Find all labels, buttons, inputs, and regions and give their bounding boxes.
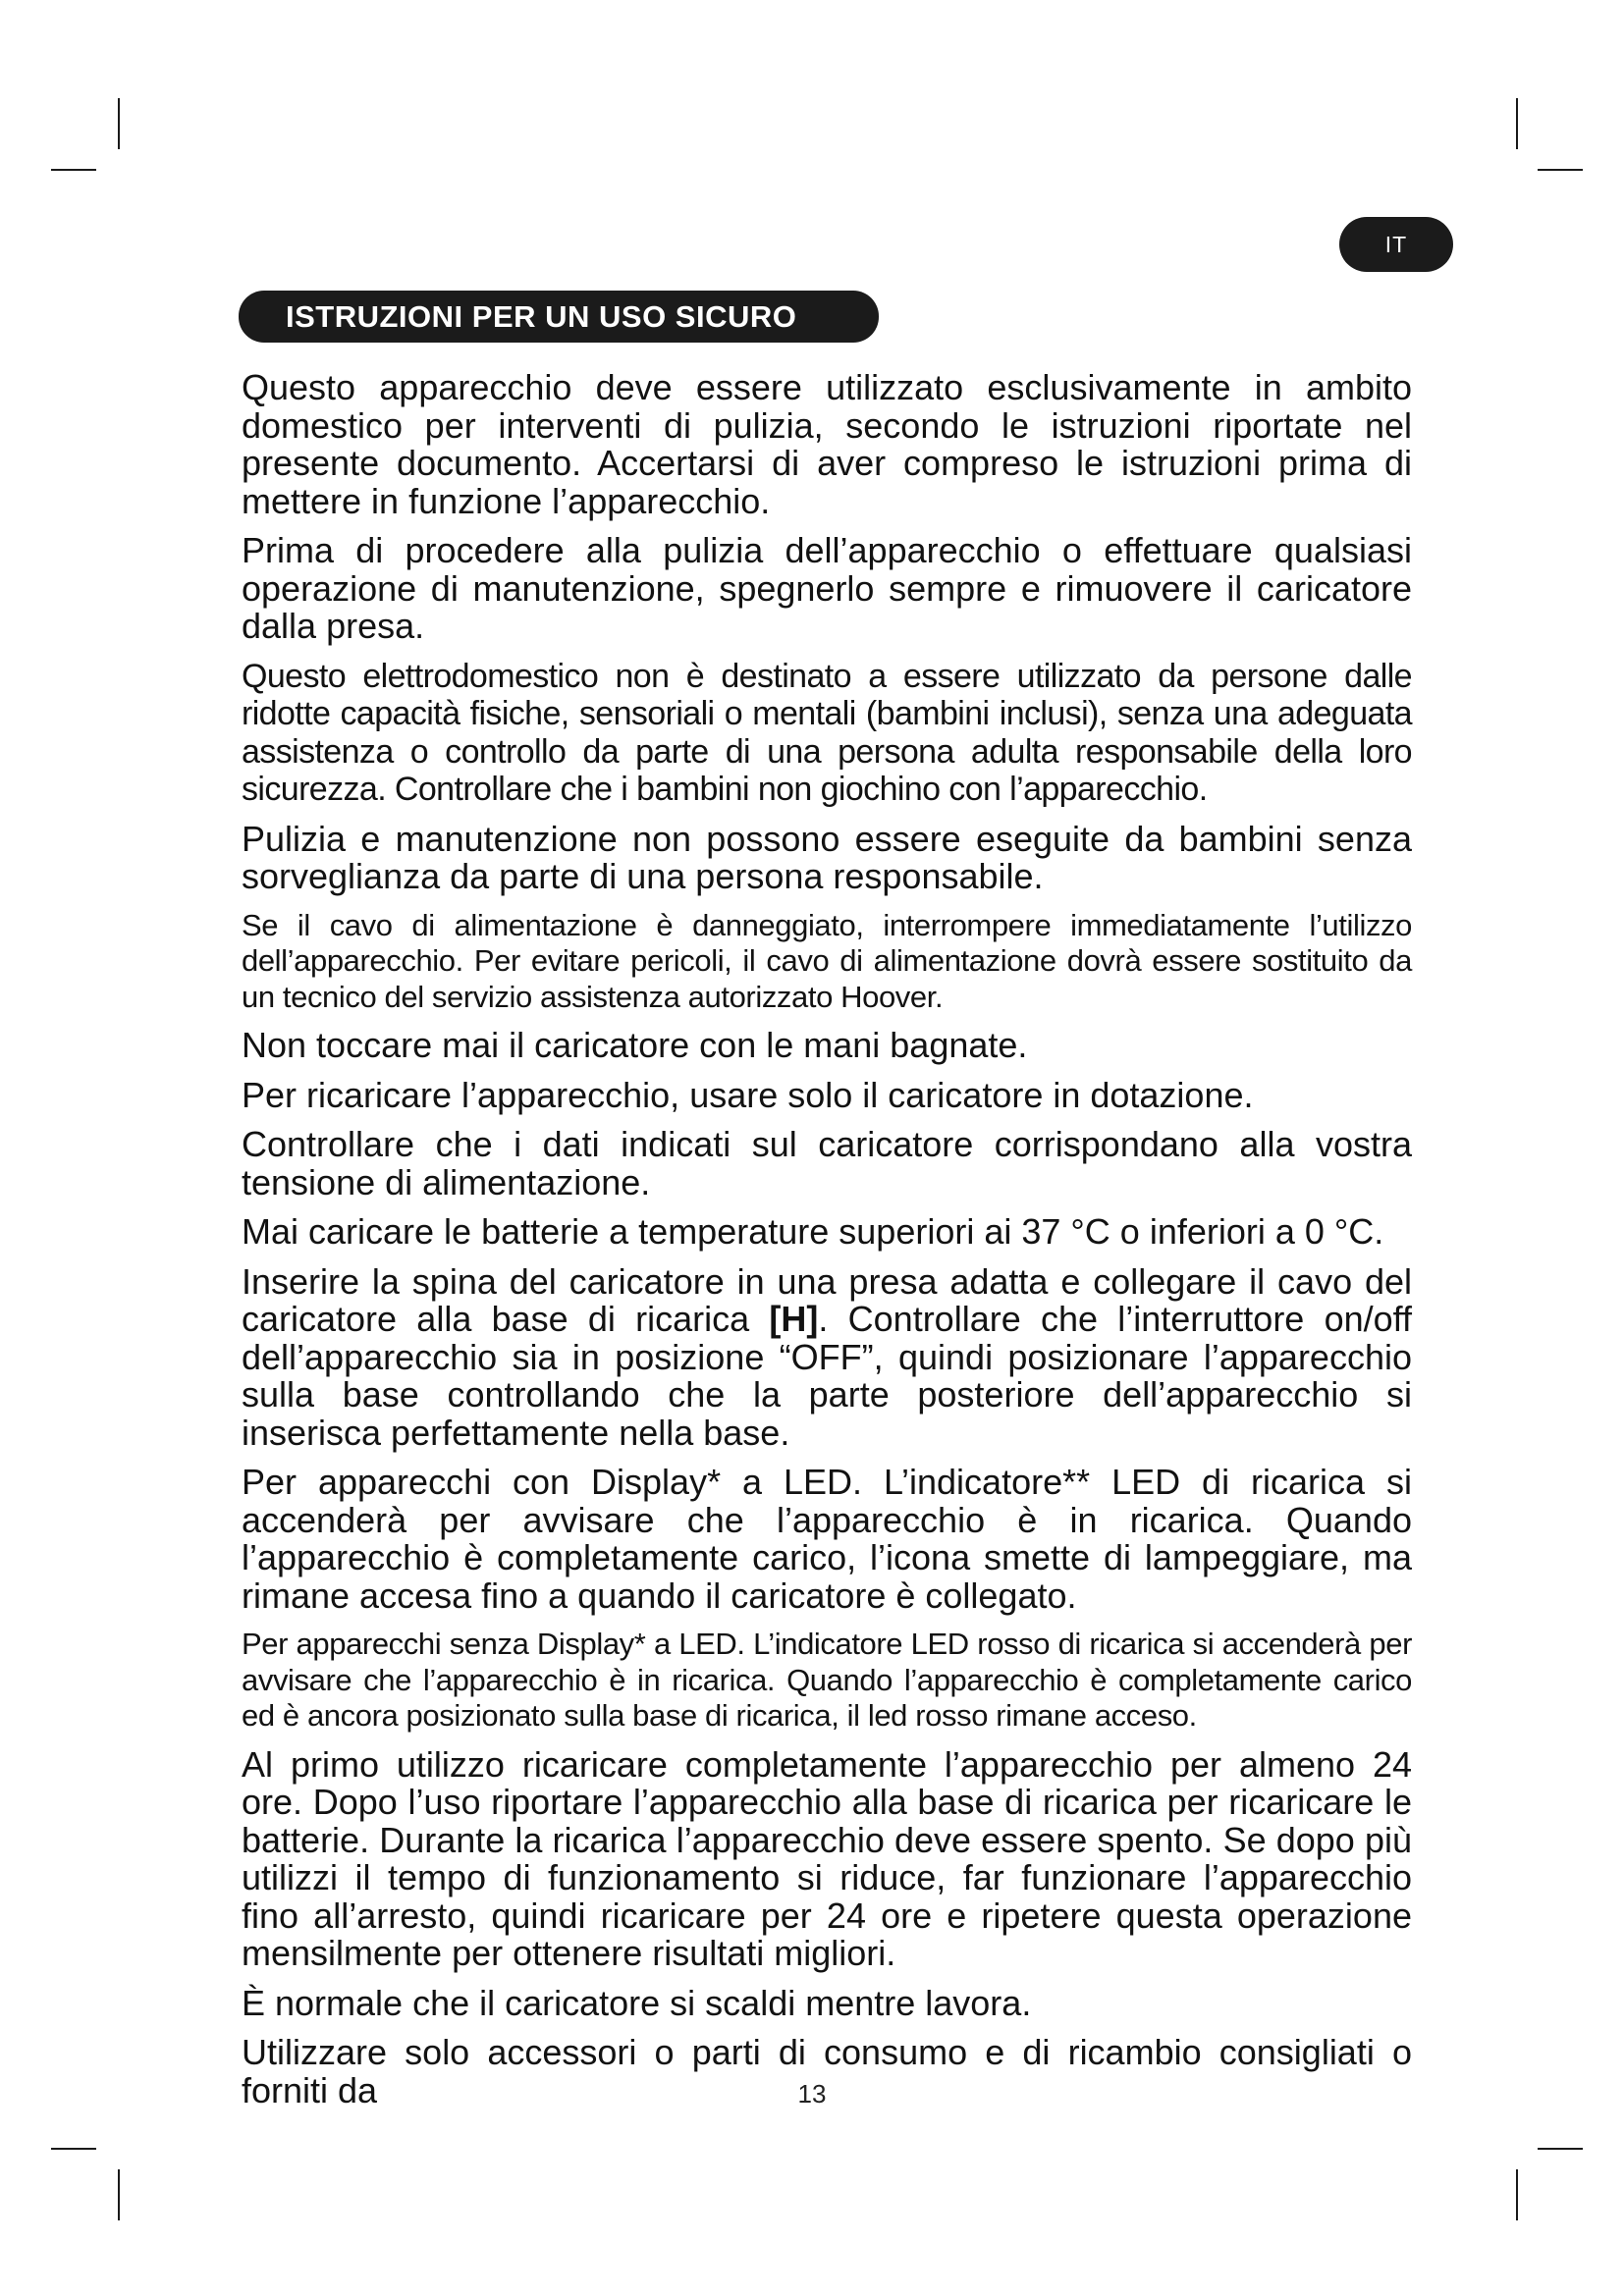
plug-text-before: Inserire la spina del caricatore in una presa adatta e collegare il cavo del caricatore alla base di ricarica (242, 1260, 1412, 1339)
plug-text-after: . Controllare che l’interruttore on/off dell’apparecchio sia in posizione “OFF”, quindi posizionare l’apparecchio sulla base controllando che la parte posteriore dell’apparecchio si inserisca perfettamente nella base. (242, 1299, 1412, 1453)
crop-mark-top-left-horizontal (51, 169, 96, 171)
language-badge: IT (1339, 217, 1453, 272)
crop-mark-bottom-right-horizontal (1538, 2148, 1583, 2150)
paragraph-reduced-capacity-persons: Questo elettrodomestico non è destinato a essere utilizzato da persone dalle ridotte capacità fisiche, sensoriali o mentali (bambini inclusi), senza una adeguata assistenza o controllo da parte di una persona adulta responsabile della loro sicurezza. Controllare che i bambini non giochino con l’apparecchio. (242, 657, 1412, 808)
paragraph-voltage-check: Controllare che i dati indicati sul caricatore corrispondano alla vostra tensione di alimentazione. (242, 1124, 1412, 1202)
paragraph-domestic-use: Questo apparecchio deve essere utilizzato esclusivamente in ambito domestico per interventi di pulizia, secondo le istruzioni riportate nel presente documento. Accertarsi di aver compreso le istruzioni prima di mettere in funzione l’apparecchio. (242, 367, 1412, 521)
paragraph-first-use-charging: Al primo utilizzo ricaricare completamente l’apparecchio per almeno 24 ore. Dopo l’uso riportare l’apparecchio alla base di ricarica per ricaricare le batterie. Durante la ricarica l’apparecchio deve essere spento. Se dopo più utilizzi il tempo di funzionamento si riduce, far funzionare l’apparecchio fino all’arresto, quindi ricaricare per 24 ore e ripetere questa operazione mensilmente per ottenere risultati migliori. (242, 1743, 1412, 1973)
crop-mark-bottom-left-vertical (118, 2169, 120, 2220)
section-title: ISTRUZIONI PER UN USO SICURO (239, 291, 879, 343)
figure-reference-h: [H] (769, 1299, 819, 1339)
paragraph-charging-temperature: Mai caricare le batterie a temperature superiori ai 37 °C o inferiori a 0 °C. (242, 1211, 1384, 1252)
paragraph-unplug-before-cleaning: Prima di procedere alla pulizia dell’apparecchio o effettuare qualsiasi operazione di manutenzione, spegnerlo sempre e rimuovere il caricatore dalla presa. (242, 530, 1412, 646)
paragraph-children-supervision: Pulizia e manutenzione non possono essere eseguite da bambini senza sorveglianza da parte di una persona responsabile. (242, 818, 1412, 896)
crop-mark-bottom-right-vertical (1516, 2169, 1518, 2220)
safety-instructions-body (242, 369, 1412, 2121)
paragraph-accessories: Utilizzare solo accessori o parti di consumo e di ricambio consigliati o forniti da (242, 2032, 1412, 2110)
paragraph-no-led-display: Per apparecchi senza Display* a LED. L’indicatore LED rosso di ricarica si accenderà per avvisare che l’apparecchio è in ricarica. Quando l’apparecchio è completamente carico ed è ancora posizionato sulla base di ricarica, il led rosso rimane acceso. (242, 1627, 1412, 1733)
paragraph-wet-hands: Non toccare mai il caricatore con le mani bagnate. (242, 1025, 1028, 1065)
paragraph-supplied-charger: Per ricaricare l’apparecchio, usare solo il caricatore in dotazione. (242, 1074, 1254, 1115)
paragraph-charger-warm: È normale che il caricatore si scaldi mentre lavora. (242, 1982, 1032, 2023)
crop-mark-top-right-horizontal (1538, 169, 1583, 171)
crop-mark-top-left-vertical (118, 98, 120, 149)
paragraph-led-display: Per apparecchi con Display* a LED. L’indicatore** LED di ricarica si accenderà per avvisare che l’apparecchio è in ricarica. Quando l’apparecchio è completamente carico, l’icona smette di lampeggiare, ma rimane accesa fino a quando il caricatore è collegato. (242, 1462, 1412, 1616)
paragraph-damaged-cable: Se il cavo di alimentazione è danneggiato, interrompere immediatamente l’utilizzo dell’apparecchio. Per evitare pericoli, il cavo di alimentazione dovrà essere sostituito da un tecnico del servizio assistenza autorizzato Hoover. (242, 907, 1412, 1014)
crop-mark-top-right-vertical (1516, 98, 1518, 149)
paragraph-plug-in-charger (242, 1260, 1412, 1453)
page-number: 13 (797, 2079, 827, 2109)
crop-mark-bottom-left-horizontal (51, 2148, 96, 2150)
